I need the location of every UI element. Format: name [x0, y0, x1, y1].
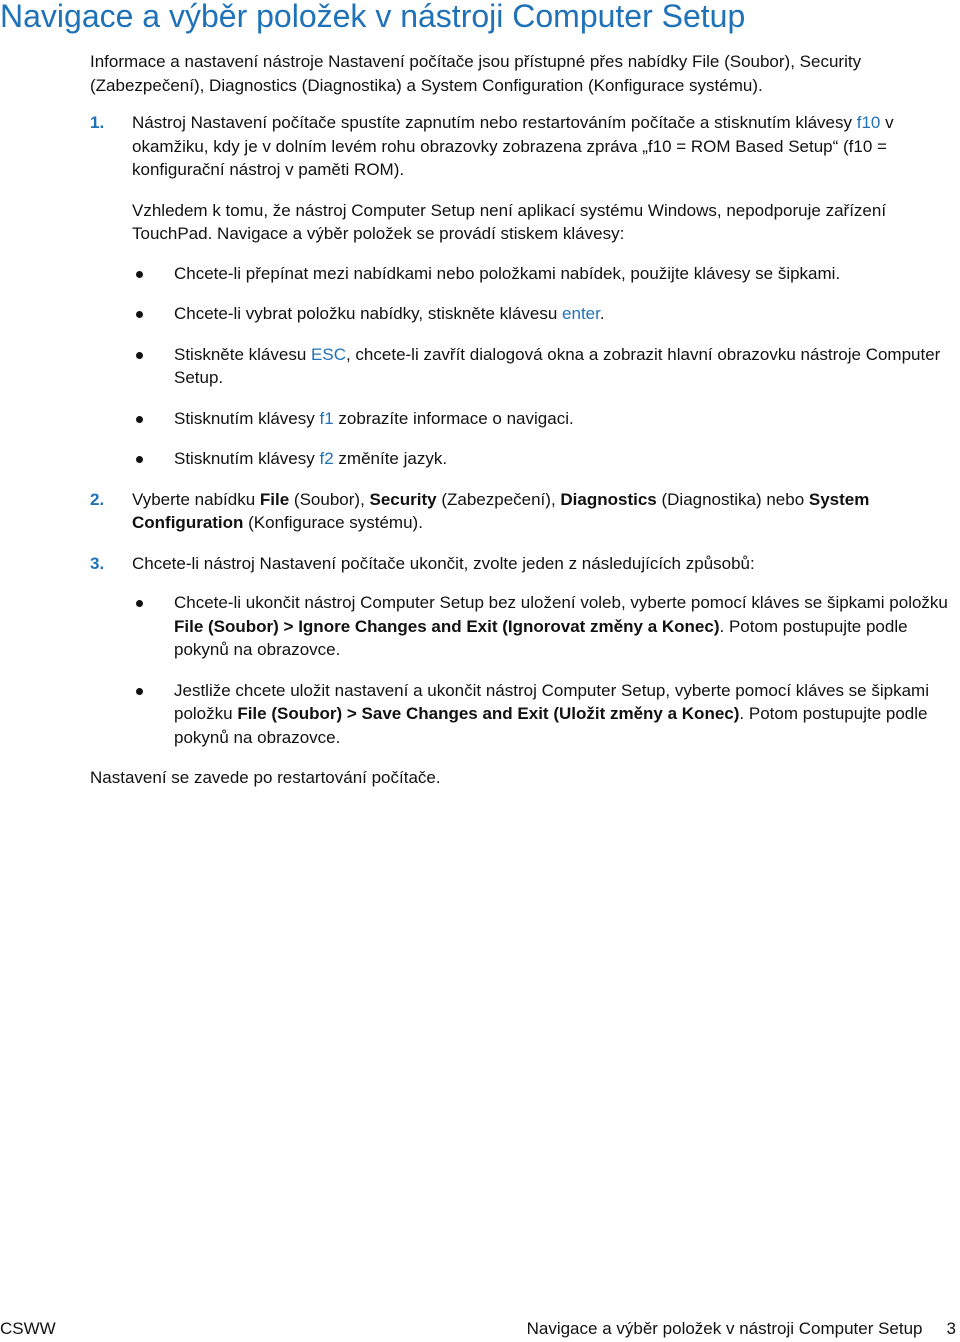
- step-number: 2.: [90, 489, 105, 509]
- step-2-text: (Soubor),: [289, 489, 370, 509]
- list-item-text-b: . Potom postupujte podle pokynů na obrazovce.: [174, 704, 928, 747]
- menu-path-ignore-changes: File (Soubor) > Ignore Changes and Exit (Ignorovat změny a Konec): [174, 616, 720, 636]
- key-f2: f2: [319, 449, 334, 468]
- list-item: [132, 407, 958, 431]
- step-number: 1.: [90, 113, 105, 132]
- step-3: [90, 552, 958, 750]
- key-enter: enter: [562, 304, 600, 323]
- page-number: 3: [946, 1319, 956, 1338]
- step-1: [90, 111, 958, 471]
- list-item: [132, 262, 958, 286]
- menu-security-label: Security: [369, 489, 437, 509]
- key-f1: f1: [319, 408, 334, 428]
- step-2-text: (Zabezpečení),: [436, 489, 561, 509]
- list-item-text-b: , chcete-li zavřít dialogová okna a zobrazit hlavní obrazovku nástroje Computer Setup.: [174, 344, 941, 387]
- navigation-keys-list: [132, 262, 958, 471]
- intro-paragraph: Informace a nastavení nástroje Nastavení počítače jsou přístupné přes nabídky File (Soubor), Security (Zabezpečení), Diagnostics (Diagnostika) a System Configuration (Konfigurace systému).: [90, 52, 862, 95]
- closing-paragraph: Nastavení se zavede po restartování počítače.: [90, 768, 441, 787]
- step-1-text-b: v okamžiku, kdy je v dolním levém rohu obrazovky zobrazena zpráva „f10 = ROM Based Setup“ (f10 = konfigurační nástroj v paměti ROM).: [132, 113, 894, 179]
- step-2-paragraph: [132, 488, 958, 535]
- bullet-icon: [136, 600, 143, 607]
- step-2-text: (Diagnostika) nebo: [656, 489, 809, 509]
- bullet-icon: [136, 271, 143, 278]
- list-item-text-a: Stiskněte klávesu: [174, 344, 312, 364]
- menu-diagnostics-label: Diagnostics: [560, 489, 657, 509]
- list-item-text-a: Chcete-li vybrat položku nabídky, stiskněte klávesu: [174, 304, 563, 323]
- exit-options-list: [132, 591, 958, 749]
- list-item-text-a: Jestliže chcete uložit nastavení a ukončit nástroj Computer Setup, vyberte pomocí kláves se šipkami položku: [174, 680, 929, 723]
- list-item-text-b: .: [599, 304, 605, 323]
- step-1-navigation-paragraph: Vzhledem k tomu, že nástroj Computer Setup není aplikací systému Windows, nepodporuje zařízení TouchPad. Navigace a výběr položek se provádí stiskem klávesy:: [132, 200, 887, 243]
- menu-path-save-changes: File (Soubor) > Save Changes and Exit (Uložit změny a Konec): [237, 704, 740, 723]
- step-2-text: (Konfigurace systému).: [243, 513, 423, 532]
- bullet-icon: [136, 416, 143, 423]
- bullet-icon: [136, 456, 143, 463]
- list-item-text-b: změníte jazyk.: [333, 449, 448, 468]
- step-1-paragraph: [132, 111, 958, 182]
- step-number: 3.: [90, 553, 105, 573]
- step-1-text-a: Nástroj Nastavení počítače spustíte zapnutím nebo restartováním počítače a stisknutím klávesy: [132, 113, 857, 132]
- list-item-text-b: . Potom postupujte podle pokynů na obrazovce.: [174, 616, 908, 659]
- list-item: [132, 302, 958, 326]
- step-3-paragraph: Chcete-li nástroj Nastavení počítače ukončit, zvolte jeden z následujících způsobů:: [132, 553, 755, 573]
- footer-doc-code: CSWW: [0, 1319, 56, 1338]
- list-item-text: Chcete-li přepínat mezi nabídkami nebo položkami nabídek, použijte klávesy se šipkami.: [174, 263, 841, 283]
- list-item-text-a: Stisknutím klávesy: [174, 449, 320, 468]
- page-footer: [0, 1318, 960, 1342]
- document-body: [90, 50, 958, 790]
- key-f10: f10: [856, 113, 881, 132]
- step-2-text: Vyberte nabídku: [132, 489, 260, 509]
- list-item: [132, 591, 958, 662]
- menu-file-label: File: [259, 489, 290, 509]
- page-title: Navigace a výběr položek v nástroji Computer Setup: [0, 0, 746, 34]
- step-2: [90, 488, 958, 535]
- menu-system-configuration-label: System Configuration: [132, 489, 870, 532]
- bullet-icon: [136, 352, 143, 359]
- list-item-text-b: zobrazíte informace o navigaci.: [333, 408, 574, 428]
- footer-title: Navigace a výběr položek v nástroji Computer Setup: [526, 1319, 923, 1338]
- list-item: [132, 679, 958, 750]
- list-item-text-a: Chcete-li ukončit nástroj Computer Setup bez uložení voleb, vyberte pomocí kláves se šipkami položku: [174, 593, 948, 612]
- list-item-text-a: Stisknutím klávesy: [174, 408, 320, 428]
- list-item: [132, 447, 958, 471]
- bullet-icon: [136, 688, 143, 695]
- key-esc: ESC: [311, 344, 346, 364]
- footer-right: [527, 1318, 956, 1340]
- list-item: [132, 343, 958, 390]
- bullet-icon: [136, 311, 143, 318]
